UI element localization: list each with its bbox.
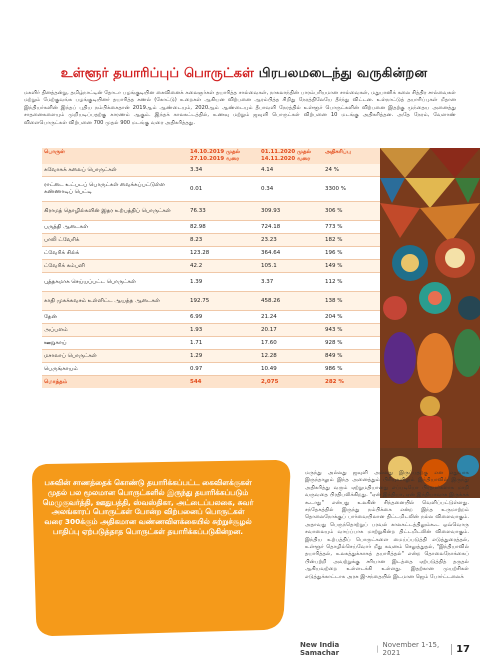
- row-item-name: புத்தகமாக செய்யப்பட்ட பொருட்கள்: [44, 278, 136, 285]
- table-row: [42, 350, 380, 363]
- row-increase: 928 %: [325, 340, 343, 346]
- table-row: [42, 260, 380, 273]
- row-increase: 196 %: [325, 250, 343, 256]
- row-increase: 943 %: [325, 327, 343, 333]
- table-row: [42, 273, 380, 292]
- callout-text: பசுவின் சாணத்தைக் கொண்டு தயாரிக்கப்பட்ட கைவிளக்குகள் முதல் பல மூலமான பொருட்களில் இருந்து தயாரிக்கப்படும் மெழுகுவர்த்தி, ஊதுபத்தி, ஸ்வஸ்திகா, அட்டைப்பலகை, சுவர் அலங்காரப் பொருட்கள் போன்ற விற்பனைப் பொருட்கள் வரை 300க்கும் அதிகமான வண்ணவிளக்கையில் சுற்றுச்சூழல் பாதிப்பு ஏற்படுத்தாத பொருட்கள் தயாரிக்கப்படுகின்றன.: [42, 478, 254, 536]
- row-item-name: கிராமத் தொழில்களின் இதர உற்பத்திப் பொருட்கள்: [44, 207, 171, 214]
- row-increase: 204 %: [325, 314, 343, 320]
- row-value-2019: 1.93: [190, 327, 203, 333]
- row-value-2020: 10.49: [261, 366, 277, 372]
- row-value-2020: 364.64: [261, 250, 281, 256]
- row-increase: 182 %: [325, 237, 343, 243]
- row-value-2020: 724.18: [261, 224, 281, 230]
- table-row: [42, 234, 380, 247]
- row-increase: 773 %: [325, 224, 343, 230]
- header-period-2020: 01.11.2020 முதல் 14.11.2020 வரை: [247, 148, 317, 164]
- page-footer: [300, 642, 470, 656]
- row-value-2020: 20.17: [261, 327, 277, 333]
- row-increase: 138 %: [325, 298, 343, 304]
- sales-table: [42, 148, 380, 388]
- page-number: 17: [451, 644, 470, 655]
- table-row: [42, 177, 380, 202]
- row-value-2020: 12.28: [261, 353, 277, 359]
- row-increase: 306 %: [325, 208, 343, 214]
- row-item-name: மசாலாப் பொருட்கள்: [44, 352, 97, 359]
- row-item-name: ட்வேரிக் சில்க்: [44, 249, 80, 256]
- row-value-2020: 23.23: [261, 237, 277, 243]
- row-item-name: பருத்தி ஆடைகள்: [44, 223, 89, 230]
- table-row: [42, 202, 380, 221]
- row-item-name: ஊறுகாய்: [44, 339, 67, 346]
- article-headline: [24, 66, 464, 82]
- total-increase: 282 %: [325, 379, 344, 385]
- row-value-2020: 17.60: [261, 340, 277, 346]
- row-increase: 149 %: [325, 263, 343, 269]
- row-value-2019: 1.29: [190, 353, 203, 359]
- headline-part2: பிரபலமடைந்து வருகின்றன: [258, 66, 428, 81]
- row-value-2019: 3.34: [190, 167, 203, 173]
- footer-separator: |: [376, 645, 379, 653]
- row-item-name: கவோகக் கலைப் பொருட்கள்: [44, 166, 117, 173]
- table-row: [42, 292, 380, 311]
- row-value-2020: 21.24: [261, 314, 277, 320]
- header-period-2019: 14.10.2019 முதல் 27.10.2019 வரை: [182, 148, 247, 164]
- row-value-2019: 1.39: [190, 279, 203, 285]
- table-header: [42, 148, 380, 164]
- table-row: [42, 164, 380, 177]
- table-row: [42, 247, 380, 260]
- row-value-2019: 1.71: [190, 340, 203, 346]
- row-value-2019: 8.23: [190, 237, 203, 243]
- row-item-name: பாலி ட்வேரிக்: [44, 236, 80, 243]
- table-body: [42, 164, 380, 376]
- row-value-2020: 3.37: [261, 279, 274, 285]
- row-value-2020: 0.34: [261, 186, 274, 192]
- headline-part1: உள்ளூர் தயாரிப்புப் பொருட்கள்: [60, 66, 255, 81]
- row-value-2019: 0.01: [190, 186, 203, 192]
- total-label: மொத்தம்: [44, 378, 68, 385]
- row-value-2020: 309.93: [261, 208, 281, 214]
- row-value-2019: 76.33: [190, 208, 206, 214]
- row-value-2019: 123.28: [190, 250, 210, 256]
- table-total-row: [42, 376, 380, 388]
- row-increase: 849 %: [325, 353, 343, 359]
- total-2020: 2,075: [261, 379, 279, 385]
- row-value-2019: 6.99: [190, 314, 203, 320]
- row-value-2019: 42.2: [190, 263, 203, 269]
- table-row: [42, 311, 380, 324]
- row-value-2020: 105.1: [261, 263, 277, 269]
- row-increase: 24 %: [325, 167, 339, 173]
- row-item-name: காதி முகக்கவசம் உள்ளிட்ட ஆயத்த ஆடைகள்: [44, 297, 160, 304]
- row-item-name: ராட்டை உட்படப் பொருட்கள் வைக்கப்பட்டுள்ள கண்ணாடிப் பெட்டி: [44, 182, 165, 195]
- row-item-name: ட்வேரிக் கம்பளி: [44, 262, 85, 269]
- total-2019: 544: [190, 379, 202, 385]
- issue-date: November 1-15, 2021: [382, 641, 440, 657]
- body-text-right: மருந்து அல்லது ஜவுளி அல்லது இருப்பதற்கு என எதுவாக இருந்தாலும் இந்த அனைத்தும் பிரியுகளிலும் இந்தியாவில் இருந்து அதிகரித்து வரும் ஏற்றுமதியானது எப்படியோ பிரதமர்களாக மாறி வருவதை பிரதிபலிக்கிறது. "ஏன் இந்தியா, ஏன் இந்தியாவாக இருக்கக் கூடாது" என்பது உலகின் சிந்தனையில் வெளிப்பட்டுள்ளது. சந்தேகத்தில் இருந்து நம்பிக்கை என்ற இந்த உருமாற்றம் தொலைநோக்குப் பார்வையிலான திட்டமிடலின் நல்ல விளைவாகும். அதாவது பெருந்தொற்றுப் பரவல் காலகட்டத்திலும்கூட ஒவ்வொரு சவாலையும் வாய்ப்பாக மாற்றுகின்ற திட்டமிடலின் விளைவாகும். இந்திய உற்பத்திப் பொருட்களை மைய்ப்படுத்தி எடுத்துரைத்தல், உள்ளூர் தொழில்செய்வோர் மீது கவனம் செலுத்துதல், "இந்தியாவில் தயாரித்தல், உலகத்துக்காகத் தயாரித்தல்" என்ற தொலைநோக்கைப் பின்பற்றி அவற்றுக்கு சரியான இடத்தை ஏற்படுத்தித் தருதல் ஆகியவற்றை உள்ளடக்கி உள்ளது. இதற்கான முயற்சிகள் எடுத்துக்காட்டாக அரசு இ-சந்தையில் இடமான ஜெம் போர்ட்டலைக்: [305, 470, 469, 580]
- row-item-name: அப்பளம்: [44, 326, 68, 333]
- table-row: [42, 337, 380, 350]
- header-item: பொருள்: [42, 148, 182, 164]
- row-value-2019: 0.97: [190, 366, 203, 372]
- header-increase: அதிகரிப்பு: [317, 148, 380, 164]
- table-row: [42, 363, 380, 376]
- row-item-name: தேன்: [44, 313, 57, 320]
- row-increase: 3300 %: [325, 186, 346, 192]
- table-row: [42, 324, 380, 337]
- row-value-2020: 4.14: [261, 167, 274, 173]
- publication-name: New India Samachar: [300, 641, 340, 657]
- row-value-2020: 458.26: [261, 298, 281, 304]
- row-value-2019: 82.98: [190, 224, 206, 230]
- row-value-2019: 192.75: [190, 298, 210, 304]
- row-increase: 112 %: [325, 279, 343, 285]
- intro-paragraph: மகளிர் தினத்தன்று, தமிழ்நாட்டின் தோடா பழங்குடியின கைவினைக் கலைஞர்கள் தயாரித்த சால்வைகள், நாகலாந்தின் பாரம்பரியமான சால்வைகள், மதுபானிக் கலை சித்திர சால்வைகள் மற்றும் மேற்குவங்க பழங்குடியினர் தயாரித்த சணல் (கோட்டு) உறைகள் ஆகியன விற்பனை ஆரம்பித்த சிறிது நேரத்திலேயே தீர்ந்து விட்டன. உள்நாட்டுத் தயாரிப்புகள் மீதான இந்தியர்களின் இந்தப் புதிய நம்பிக்கைதான் 2019ஆம் ஆண்டையும், 2020ஆம் ஆண்டையும் தீபாவளி நேரத்தில் உள்ளூர் பொருட்களின் விற்பனை இதற்கு முந்தைய அனைத்து சாதனைகளையும் முறியடிப்பதற்கு காரணம் ஆகும். இந்தக் காலகட்டத்தில், உணவு மற்றும் ஜவுளி பொருட்கள் விற்பனை 10 மடங்கு அதிகரித்தன. அதே நேரம், வேளாண் விளைபொருட்கள் விற்பனை 700 முதல் 900 மடங்கு வரை அதிகரித்தது.: [24, 90, 456, 126]
- handicrafts-photo: [380, 148, 480, 498]
- table-row: [42, 221, 380, 234]
- row-increase: 986 %: [325, 366, 343, 372]
- row-item-name: பெருங்காயம்: [44, 365, 78, 372]
